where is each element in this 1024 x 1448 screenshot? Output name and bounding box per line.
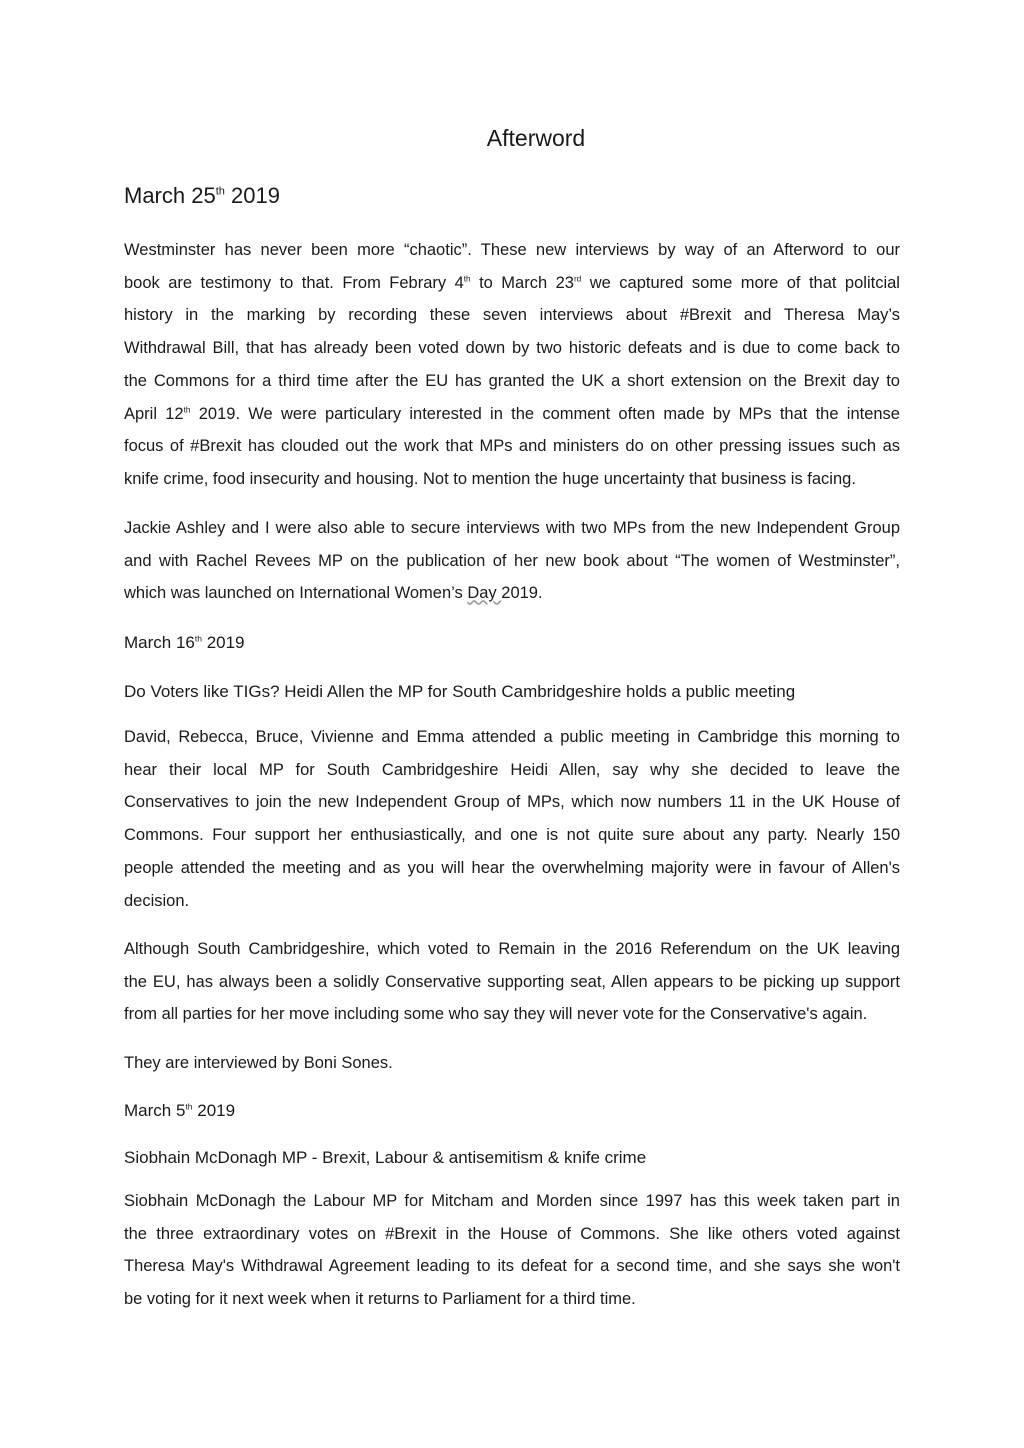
main-date-sup: th xyxy=(215,185,225,198)
intro-line-2-sup-b: rd xyxy=(573,274,582,284)
s1p3-line-1: They are interviewed by Boni Sones. xyxy=(124,1054,393,1072)
section2-date-suffix: 2019 xyxy=(192,1101,236,1120)
main-date-suffix: 2019 xyxy=(224,183,280,208)
section1-date-suffix: 2019 xyxy=(201,633,245,652)
s1p2-line-1: Although South Cambridgeshire, which voted to Remain in the 2016 Referendum on the UK leaving xyxy=(124,940,900,958)
intro-line-4: Withdrawal Bill, that has already been voted down by two historic defeats and is due to come back to xyxy=(124,339,900,358)
jackie-line-3-b: 2019. xyxy=(501,584,543,603)
intro-line-2-b: From Febrary 4 xyxy=(333,273,464,292)
intro-line-8: knife crime, food insecurity and housing. Not to mention the huge uncertainty that business is facing. xyxy=(124,469,856,488)
intro-line-2 xyxy=(124,267,900,300)
section1-heading: Do Voters like TIGs? Heidi Allen the MP for South Cambridgeshire holds a public meeting xyxy=(124,682,796,701)
s2p1-line-4: be voting for it next week when it returns to Parliament for a third time. xyxy=(124,1290,636,1309)
s1p1-line-5: people attended the meeting and as you will hear the overwhelming majority were in favour of Allen's xyxy=(124,858,900,877)
main-date-prefix: March 25 xyxy=(124,183,216,208)
intro-line-7: focus of #Brexit has clouded out the work that MPs and ministers do on other pressing issues such as xyxy=(124,437,900,456)
s1p1-line-2: hear their local MP for South Cambridgeshire Heidi Allen, say why she decided to leave the xyxy=(124,760,900,779)
s2p1-line-3: Theresa May's Withdrawal Agreement leading to its defeat for a second time, and she says she won't xyxy=(124,1257,900,1276)
section1-date xyxy=(124,631,245,655)
intro-paragraph xyxy=(124,234,900,496)
intro-line-6-a: April 12 xyxy=(124,404,184,423)
jackie-line-2: and with Rachel Revees MP on the publication of her new book about “The women of Westminster”, xyxy=(124,551,900,570)
main-date xyxy=(124,182,280,210)
section1-date-sup: th xyxy=(194,633,202,644)
s1p1-line-4: Commons. Four support her enthusiastically, and one is not quite sure about any party. Nearly 150 xyxy=(124,826,900,845)
section2-paragraph-1 xyxy=(124,1185,900,1316)
section1-paragraph-2 xyxy=(124,933,900,1031)
section2-date-prefix: March 5 xyxy=(124,1101,186,1120)
section1-paragraph-1 xyxy=(124,721,900,917)
jackie-line-3-a: which was launched on International Women’s xyxy=(124,584,468,603)
intro-line-6 xyxy=(124,398,900,431)
spellcheck-mark: Day xyxy=(467,584,502,603)
section2-date-sup: th xyxy=(185,1101,193,1112)
s1p2-line-3: from all parties for her move including some who say they will never vote for the Conservative's again. xyxy=(124,1005,868,1024)
s1p1-line-3: Conservatives to join the new Independent Group of MPs, which now numbers 11 in the UK House of xyxy=(124,793,900,812)
intro-line-3: history in the marking by recording these seven interviews about #Brexit and Theresa May’s xyxy=(124,306,900,325)
section1-paragraph-3 xyxy=(124,1047,900,1080)
intro-line-6-b: 2019. We were particulary interested in the comment often made by MPs that the intense xyxy=(190,404,900,423)
s1p2-line-2: the EU, has always been a solidly Conservative supporting seat, Allen appears to be picking up support xyxy=(124,972,900,991)
jackie-line-1: Jackie Ashley and I were also able to secure interviews with two MPs from the new Independent Group xyxy=(124,519,900,537)
intro-line-6-sup: th xyxy=(183,405,191,415)
jackie-line-3 xyxy=(124,577,900,610)
page-title: Afterword xyxy=(486,125,586,151)
intro-line-2-sup-a: th xyxy=(463,274,471,284)
section1-date-prefix: March 16 xyxy=(124,633,195,652)
intro-line-2-a: book are testimony to that. xyxy=(124,273,334,292)
section2-date xyxy=(124,1099,235,1123)
intro-line-2-d: we captured some more of that politcial xyxy=(581,273,900,292)
intro-line-5: the Commons for a third time after the EU has granted the UK a short extension on the Brexit day to xyxy=(124,371,900,390)
intro-line-2-c: to March 23 xyxy=(470,273,574,292)
jackie-paragraph xyxy=(124,512,900,610)
s2p1-line-2: the three extraordinary votes on #Brexit in the House of Commons. She like others voted against xyxy=(124,1224,900,1243)
s1p1-line-6: decision. xyxy=(124,891,190,910)
intro-line-1: Westminster has never been more “chaotic”. These new interviews by way of an Afterword to our xyxy=(124,241,900,259)
s1p1-line-1: David, Rebecca, Bruce, Vivienne and Emma attended a public meeting in Cambridge this morning to xyxy=(124,728,900,746)
section2-heading: Siobhain McDonagh MP - Brexit, Labour & antisemitism & knife crime xyxy=(124,1148,647,1167)
s2p1-line-1: Siobhain McDonagh the Labour MP for Mitcham and Morden since 1997 has this week taken part in xyxy=(124,1192,900,1210)
